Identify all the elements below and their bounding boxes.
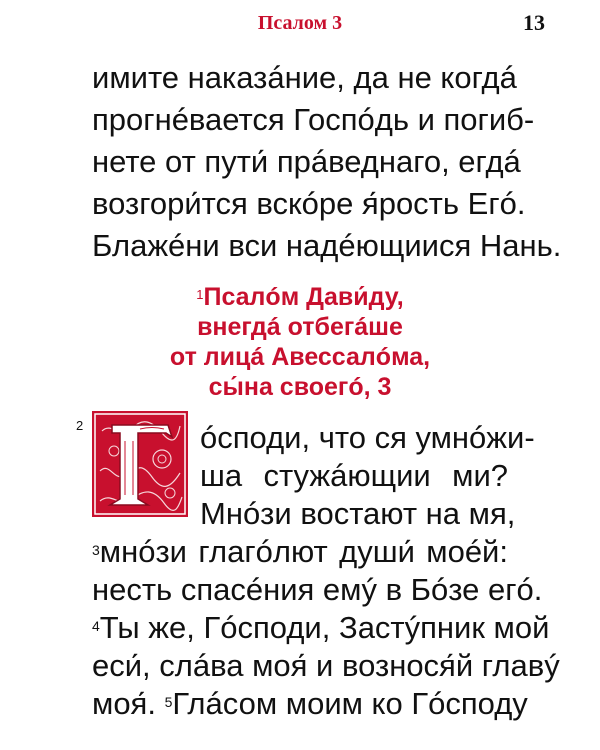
- text-line: [92, 532, 508, 572]
- verse-number: 3: [92, 542, 100, 558]
- verse-text: моя́.: [92, 686, 165, 721]
- verse-text: Ты же, Гóсподи, Застýпник мой: [99, 610, 550, 645]
- psalm-heading-line: внегдá отбегáше: [197, 313, 403, 341]
- verse-text: мнóзи глагóлют души́ моéй:: [99, 534, 508, 569]
- verse-number-2: 2: [76, 418, 84, 433]
- page-number: 13: [523, 10, 545, 35]
- verse-number: 4: [92, 618, 100, 634]
- text-line: Блажéни вси надéющиися Нань.: [92, 228, 562, 263]
- heading-text: Псалóм Дави́ду,: [203, 283, 404, 311]
- text-line: Мнóзи востают на мя,: [200, 496, 516, 531]
- dropcap-illuminated-letter: [92, 411, 188, 517]
- text-line: возгори́тся вскóре я́рость Егó.: [92, 186, 526, 221]
- psalm-heading-line: от лицá Авессалóма,: [169, 343, 431, 371]
- page-header-title: Псалом 3: [257, 12, 343, 34]
- psalm-heading-line: сы́на своегó, 3: [208, 373, 392, 401]
- text-line: несть спасéния емý в Бóзе егó.: [92, 572, 543, 607]
- psalm-heading-line: [0, 282, 600, 312]
- text-line: [92, 684, 528, 724]
- verse-number: 1: [196, 287, 204, 302]
- text-line: имите наказáние, да не когдá: [92, 60, 517, 95]
- text-line: нете от пути́ прáведнаго, егдá: [92, 144, 521, 179]
- text-line: óсподи, что ся умнóжи-: [200, 420, 535, 455]
- text-line: прогнéвается Госпóдь и погиб-: [92, 102, 535, 137]
- text-line: [92, 608, 550, 648]
- verse-number: 5: [164, 694, 173, 710]
- text-line: еси́, слáва моя́ и вознося́й главý: [92, 648, 560, 683]
- verse-text: Глáсом моим ко Гóсподу: [172, 686, 528, 721]
- text-line: ша стужáющии ми?: [200, 458, 508, 493]
